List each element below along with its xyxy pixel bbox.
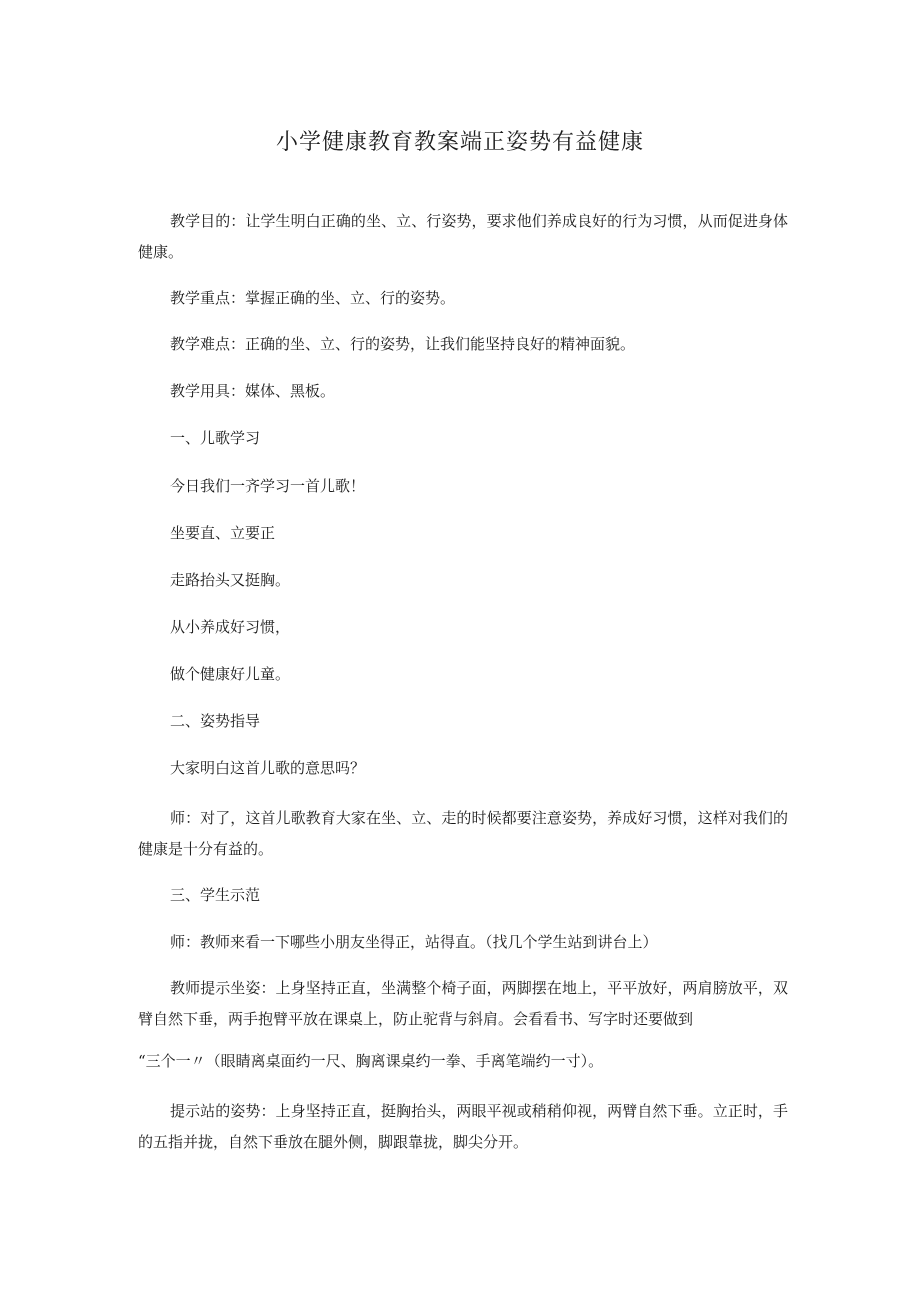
paragraph-teacher-explains: 师：对了，这首儿歌教育大家在坐、立、走的时候都要注意姿势，养成好习惯，这样对我们的健康是十分有益的。 [138, 809, 788, 858]
song-line-2: 走路抬头又挺胸。 [170, 571, 291, 589]
paragraph-teaching-focus: 教学重点：掌握正确的坐、立、行的姿势。 [170, 289, 456, 307]
paragraph-sitting-posture: 教师提示坐姿：上身坚持正直，坐满整个椅子面，两脚摆在地上，平平放好，两肩膀放平，双臂自然下垂，两手抱臂平放在课桌上，防止驼背与斜肩。会看看书、写字时还要做到 [138, 979, 788, 1028]
paragraph-intro-song: 今日我们一齐学习一首儿歌！ [170, 477, 366, 495]
paragraph-standing-posture: 提示站的姿势：上身坚持正直，挺胸抬头，两眼平视或稍稍仰视，两臂自然下垂。立正时，手的五指并拢，自然下垂放在腿外侧，脚跟靠拢，脚尖分开。 [138, 1102, 788, 1151]
song-line-4: 做个健康好儿童。 [170, 665, 291, 683]
section-heading-3: 三、学生示范 [170, 886, 261, 904]
paragraph-teaching-difficulty: 教学难点：正确的坐、立、行的姿势，让我们能坚持良好的精神面貌。 [170, 335, 636, 353]
paragraph-question: 大家明白这首儿歌的意思吗？ [170, 759, 366, 777]
paragraph-teaching-objective: 教学目的：让学生明白正确的坐、立、行姿势，要求他们养成良好的行为习惯，从而促进身体健康。 [138, 212, 788, 261]
paragraph-teaching-tools: 教学用具：媒体、黑板。 [170, 382, 336, 400]
section-heading-2: 二、姿势指导 [170, 712, 261, 730]
song-line-3: 从小养成好习惯， [170, 618, 291, 636]
paragraph-teacher-demo: 师：教师来看一下哪些小朋友坐得正，站得直。（找几个学生站到讲台上） [170, 933, 658, 951]
section-heading-1: 一、儿歌学习 [170, 429, 261, 447]
song-line-1: 坐要直、立要正 [170, 524, 276, 542]
document-title: 小学健康教育教案端正姿势有益健康 [275, 130, 644, 155]
paragraph-three-ones: “三个一〃（眼睛离桌面约一尺、胸离课桌约一拳、手离笔端约一寸）。 [138, 1052, 604, 1070]
